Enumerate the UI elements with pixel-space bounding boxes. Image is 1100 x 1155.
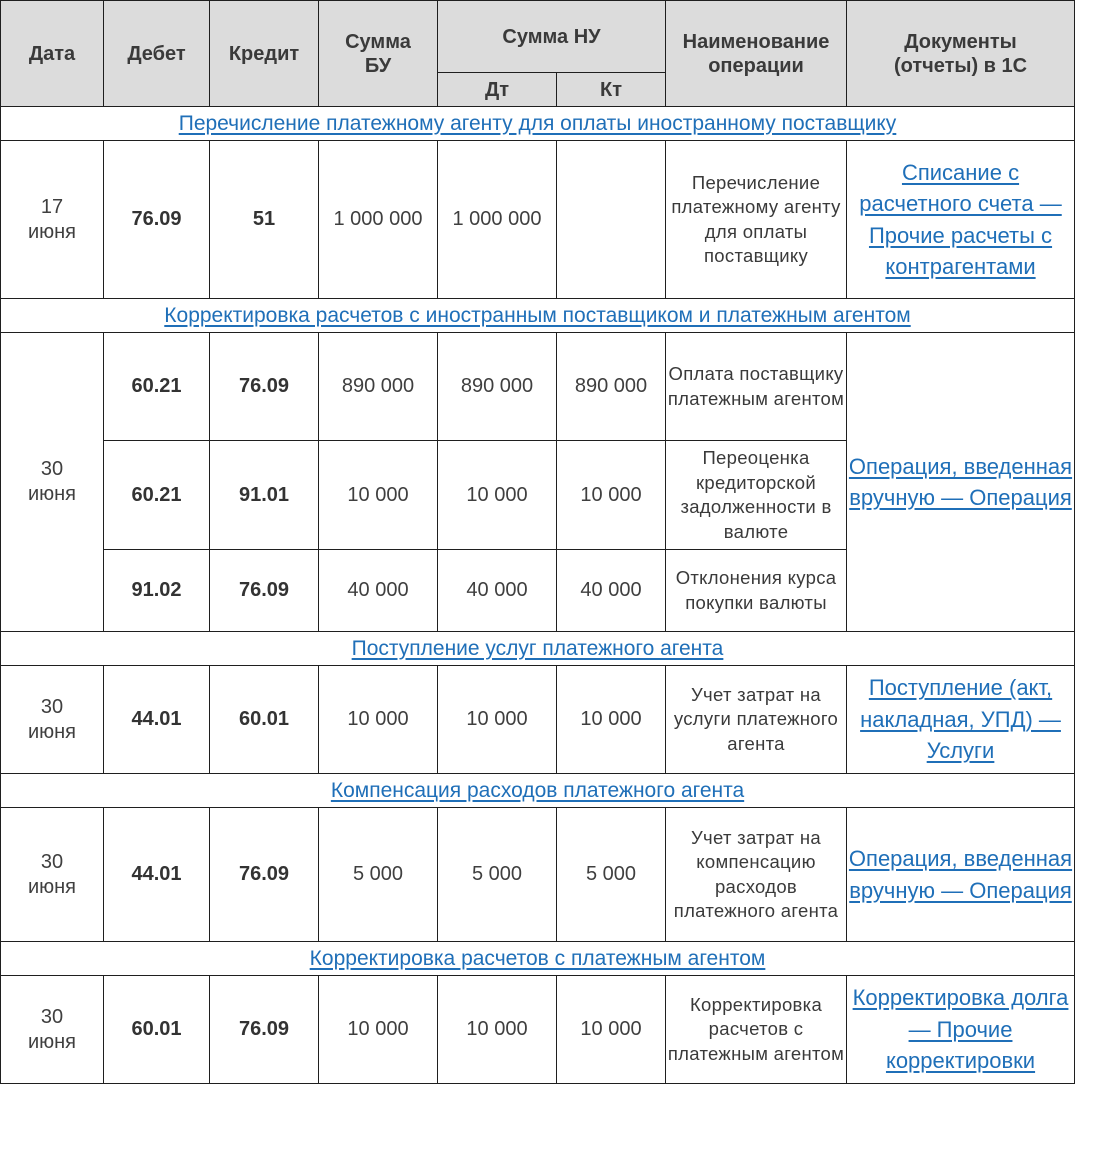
sum-nu-dt-cell: 10 000 [438, 976, 557, 1084]
document-link[interactable]: Операция, введенная вручную — Операция [848, 846, 1073, 903]
header-docs-text: Документы (отчеты) в 1С [893, 30, 1028, 77]
debit-cell: 44.01 [104, 666, 210, 774]
debit-cell: 60.01 [104, 976, 210, 1084]
credit-cell: 76.09 [210, 550, 319, 632]
sum-nu-kt-cell: 10 000 [557, 976, 666, 1084]
sum-nu-dt-cell: 1 000 000 [438, 141, 557, 299]
header-docs [847, 1, 1075, 107]
sum-bu-cell: 10 000 [319, 441, 438, 550]
credit-cell: 51 [210, 141, 319, 299]
header-op-name [666, 1, 847, 107]
operation-name-cell: Перечисление платежному агенту для оплаты поставщику [666, 141, 847, 299]
sum-nu-kt-cell [557, 141, 666, 299]
section-title-link[interactable]: Поступление услуг платежного агента [351, 636, 724, 660]
sum-nu-kt-cell: 890 000 [557, 333, 666, 441]
credit-cell: 76.09 [210, 333, 319, 441]
operation-name-cell: Отклонения курса покупки валюты [666, 550, 847, 632]
operation-name-cell: Переоценка кредиторской задолженности в валюте [666, 441, 847, 550]
debit-cell: 76.09 [104, 141, 210, 299]
debit-cell: 91.02 [104, 550, 210, 632]
document-cell [847, 666, 1075, 774]
header-sum-bu-text: Сумма БУ [345, 30, 411, 77]
section-title-row [1, 107, 1075, 141]
section-title-link[interactable]: Корректировка расчетов с иностранным поставщиком и платежным агентом [164, 303, 911, 327]
debit-cell: 60.21 [104, 441, 210, 550]
sum-nu-kt-cell: 40 000 [557, 550, 666, 632]
section-title-row [1, 299, 1075, 333]
document-link[interactable]: Поступление (акт, накладная, УПД) — Услуги [860, 675, 1061, 764]
date-cell: 30 июня [1, 666, 104, 774]
sum-bu-cell: 10 000 [319, 666, 438, 774]
operation-name-cell: Учет затрат на компенсацию расходов платежного агента [666, 808, 847, 942]
header-sum-nu: Сумма НУ [438, 1, 666, 73]
operation-name-cell: Оплата поставщику платежным агентом [666, 333, 847, 441]
sum-bu-cell: 10 000 [319, 976, 438, 1084]
section-title-link[interactable]: Компенсация расходов платежного агента [330, 778, 745, 802]
operation-name-cell: Корректировка расчетов с платежным агентом [666, 976, 847, 1084]
document-link[interactable]: Корректировка долга — Прочие корректировки [852, 985, 1069, 1074]
sum-bu-cell: 5 000 [319, 808, 438, 942]
section-title-link[interactable]: Корректировка расчетов с платежным агентом [309, 946, 766, 970]
sum-nu-kt-cell: 10 000 [557, 666, 666, 774]
sum-nu-dt-cell: 10 000 [438, 666, 557, 774]
document-link[interactable]: Операция, введенная вручную — Операция [848, 453, 1073, 510]
date-cell: 17 июня [1, 141, 104, 299]
header-op-name-text: Наименование операции [682, 30, 830, 77]
operation-name-cell: Учет затрат на услуги платежного агента [666, 666, 847, 774]
credit-cell: 60.01 [210, 666, 319, 774]
document-cell [847, 976, 1075, 1084]
date-cell: 30 июня [1, 808, 104, 942]
credit-cell: 91.01 [210, 441, 319, 550]
document-cell [847, 333, 1075, 632]
section-title-link[interactable]: Перечисление платежному агенту для оплаты иностранному поставщику [178, 111, 897, 135]
sum-nu-dt-cell: 40 000 [438, 550, 557, 632]
credit-cell: 76.09 [210, 808, 319, 942]
header-date: Дата [1, 1, 104, 107]
document-link[interactable]: Списание с расчетного счета — Прочие расчеты с контрагентами [859, 159, 1062, 279]
sum-bu-cell: 40 000 [319, 550, 438, 632]
header-kt: Кт [557, 73, 666, 107]
document-cell [847, 141, 1075, 299]
section-title-row [1, 774, 1075, 808]
header-debit: Дебет [104, 1, 210, 107]
header-dt: Дт [438, 73, 557, 107]
sum-nu-dt-cell: 890 000 [438, 333, 557, 441]
sum-nu-dt-cell: 10 000 [438, 441, 557, 550]
debit-cell: 60.21 [104, 333, 210, 441]
date-cell: 30 июня [1, 333, 104, 632]
date-cell: 30 июня [1, 976, 104, 1084]
credit-cell: 76.09 [210, 976, 319, 1084]
sum-bu-cell: 1 000 000 [319, 141, 438, 299]
sum-nu-dt-cell: 5 000 [438, 808, 557, 942]
header-credit: Кредит [210, 1, 319, 107]
sum-nu-kt-cell: 10 000 [557, 441, 666, 550]
sum-bu-cell: 890 000 [319, 333, 438, 441]
document-cell [847, 808, 1075, 942]
header-sum-bu [319, 1, 438, 107]
debit-cell: 44.01 [104, 808, 210, 942]
section-title-row [1, 942, 1075, 976]
sum-nu-kt-cell: 5 000 [557, 808, 666, 942]
section-title-row [1, 632, 1075, 666]
